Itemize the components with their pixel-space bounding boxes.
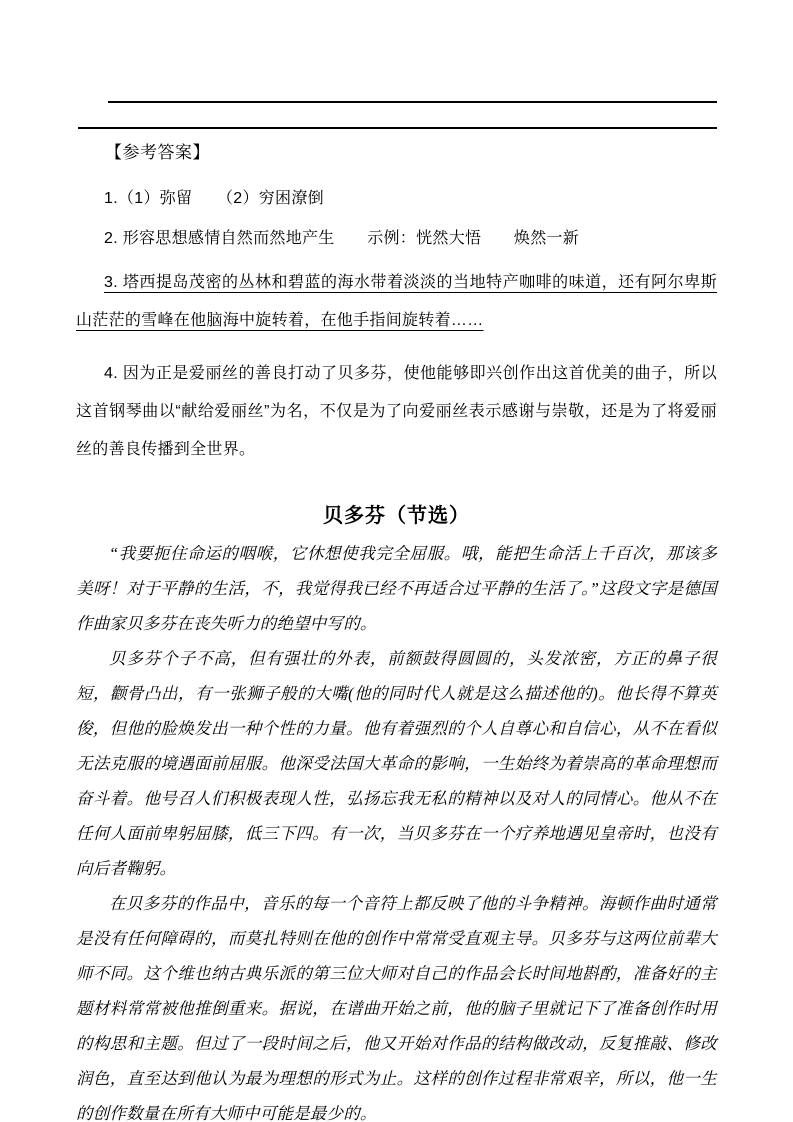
article-paragraph-2: 贝多芬个子不高，但有强壮的外表，前额鼓得圆圆的，头发浓密，方正的鼻子很短，颧骨凸出，有一张狮子般的大嘴(他的同时代人就是这么描述他的)。他长得不算英俊，但他的脸焕发出一种个性的力量。他有着强烈的个人自尊心和自信心，从不在看似无法克服的境遇面前屈服。他深受法国大革命的影响，一生始终为着崇高的革命理想而奋斗着。他号召人们积极表现人性，弘扬忘我无私的精神以及对人的同情心。他从不在任何人面前卑躬屈膝，低三下四。有一次，当贝多芬在一个疗养地遇见皇帝时，也没有向后者鞠躬。 [76, 649, 717, 878]
page-content [76, 0, 717, 1122]
answer-item-1: 1.（1）弥留 （2）穷困潦倒 [104, 190, 324, 207]
answer-section-title: 【参考答案】 [105, 143, 210, 162]
answer-item-2: 2. 形容思想感情自然而然地产生 示例：恍然大悟 焕然一新 [104, 230, 580, 247]
answer-item-3-underlined: 3. 塔西提岛茂密的丛林和碧蓝的海水带着淡淡的当地特产咖啡的味道，还有阿尔卑斯山茫茫的雪峰在他脑海中旋转着，在他手指间旋转着…… [76, 274, 717, 329]
article-title: 贝多芬（节选） [323, 505, 470, 527]
article-paragraph-3: 在贝多芬的作品中，音乐的每一个音符上都反映了他的斗争精神。海顿作曲时通常是没有任何障碍的，而莫扎特则在他的创作中常常受直观主导。贝多芬与这两位前辈大师不同。这个维也纳古典乐派的第三位大师对自己的作品会长时间地斟酌，准备好的主题材料常常被他推倒重来。据说，在谱曲开始之前，他的脑子里就记下了准备创作时用的构思和主题。但过了一段时间之后，他又开始对作品的结构做改动，反复推敲、修改润色，直至达到他认为最为理想的形式为止。这样的创作过程非常艰辛，所以，他一生的创作数量在所有大师中可能是最少的。 [76, 894, 717, 1122]
answer-item-4: 4. 因为正是爱丽丝的善良打动了贝多芬，使他能够即兴创作出这首优美的曲子，所以这首钢琴曲以“献给爱丽丝”为名，不仅是为了向爱丽丝表示感谢与崇敬，还是为了将爱丽丝的善良传播到全世界。 [76, 365, 717, 458]
article-paragraph-1: “我要扼住命运的咽喉，它休想使我完全屈服。哦，能把生命活上千百次，那该多美呀！对于平静的生活，不，我觉得我已经不再适合过平静的生活了。”这段文字是德国作曲家贝多芬在丧失听力的绝望中写的。 [76, 544, 717, 633]
